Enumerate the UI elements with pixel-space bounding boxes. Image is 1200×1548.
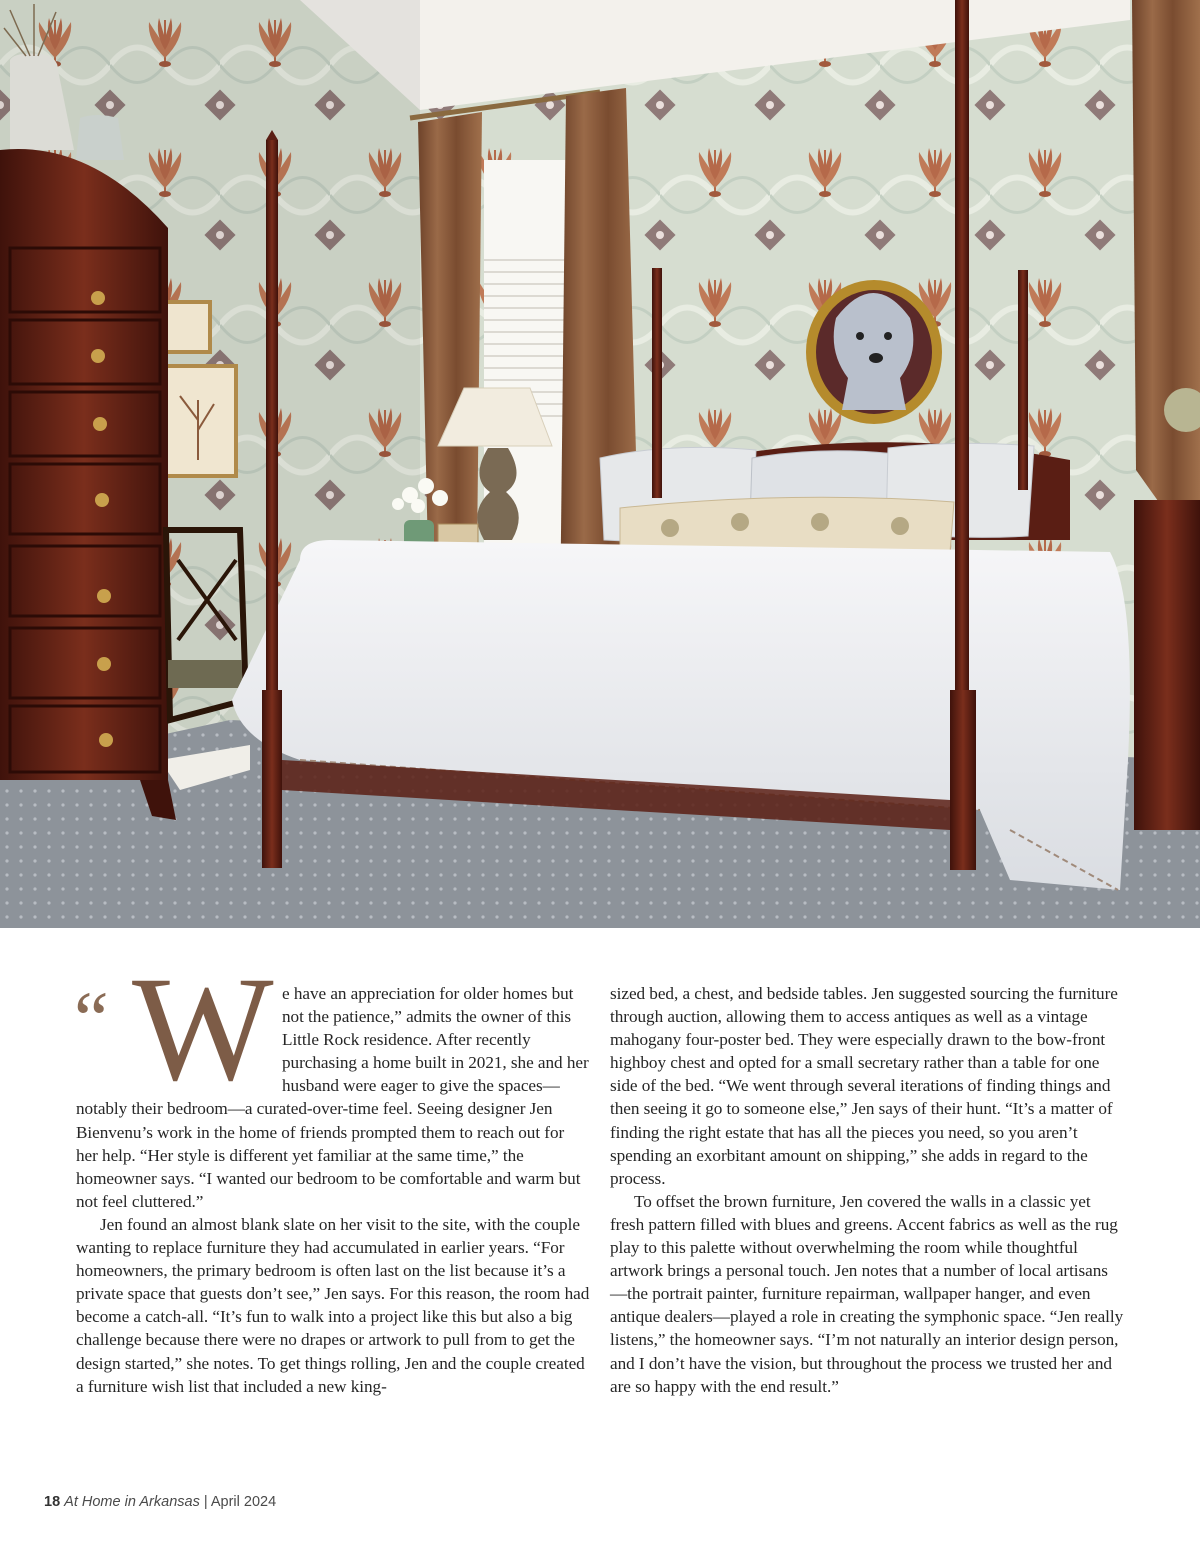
article-column-left [74, 946, 590, 1398]
article-paragraph-3: sized bed, a chest, and bedside tables. Jen suggested sourcing the furniture through auction, allowing them to access antiques as well as a vintage mahogany four-poster bed. They were especially drawn to the bow-front highboy chest and opted for a small secretary rather than a table for one side of the bed. “We went through several iterations of finding things and then seeing it go to someone else,” Jen says of their hunt. “It’s a matter of finding the right estate that has all the pieces you need, so you aren’t spending an exorbitant amount on shipping,” she adds in regard to the process. [610, 984, 1118, 1188]
drop-cap-block [74, 946, 282, 1112]
article-column-right [610, 982, 1124, 1398]
article-paragraph-2: Jen found an almost blank slate on her visit to the site, with the couple wanting to replace furniture they had accumulated in earlier years. “For homeowners, the primary bedroom is often last on the list because it’s a private space that guests don’t see,” Jen says. For this reason, the room had become a catch-all. “It’s fun to walk into a project like this but also a big challenge because there were no drapes or artwork to pull from to get the design started,” she notes. To get things rolling, Jen and the couple created a furniture wish list that included a new king- [76, 1214, 590, 1396]
magazine-title: At Home in Arkansas [64, 1494, 200, 1510]
drop-cap-letter: W [132, 946, 274, 1112]
page-number: 18 [44, 1494, 61, 1510]
opening-quote-mark: “ [74, 975, 109, 1062]
issue-date: April 2024 [210, 1494, 277, 1510]
footer-separator: | [199, 1494, 211, 1510]
page-footer [44, 1494, 276, 1510]
article-paragraph-1 [74, 946, 590, 1213]
article-paragraph-4: To offset the brown furniture, Jen covered the walls in a classic yet fresh pattern filled with blues and greens. Accent fabrics as well as the rug play to this palette without overwhelming the room while thoughtful artwork brings a personal touch. Jen notes that a number of local artisans—the portrait painter, furniture repairman, wallpaper hanger, and even antique dealers—played a role in creating the symphonic space. “Jen really listens,” the homeowner says. “I’m not naturally an interior design person, and I don’t have the vision, but throughout the process we trusted her and are so happy with the end result.” [610, 1191, 1124, 1396]
paragraph-1-text: e have an appreciation for older homes but not the patience,” admits the owner of this Little Rock residence. After recently purchasing a home built in 2021, she and her husband were eager to give the spaces—notably their bedroom—a curated-over-time feel. Seeing designer Jen Bienvenu’s work in the home of friends prompted them to reach out for her help. “Her style is different yet familiar at the same time,” the homeowner says. “I wanted our bedroom to be comfortable and warm but not feel cluttered.” [76, 984, 589, 1211]
